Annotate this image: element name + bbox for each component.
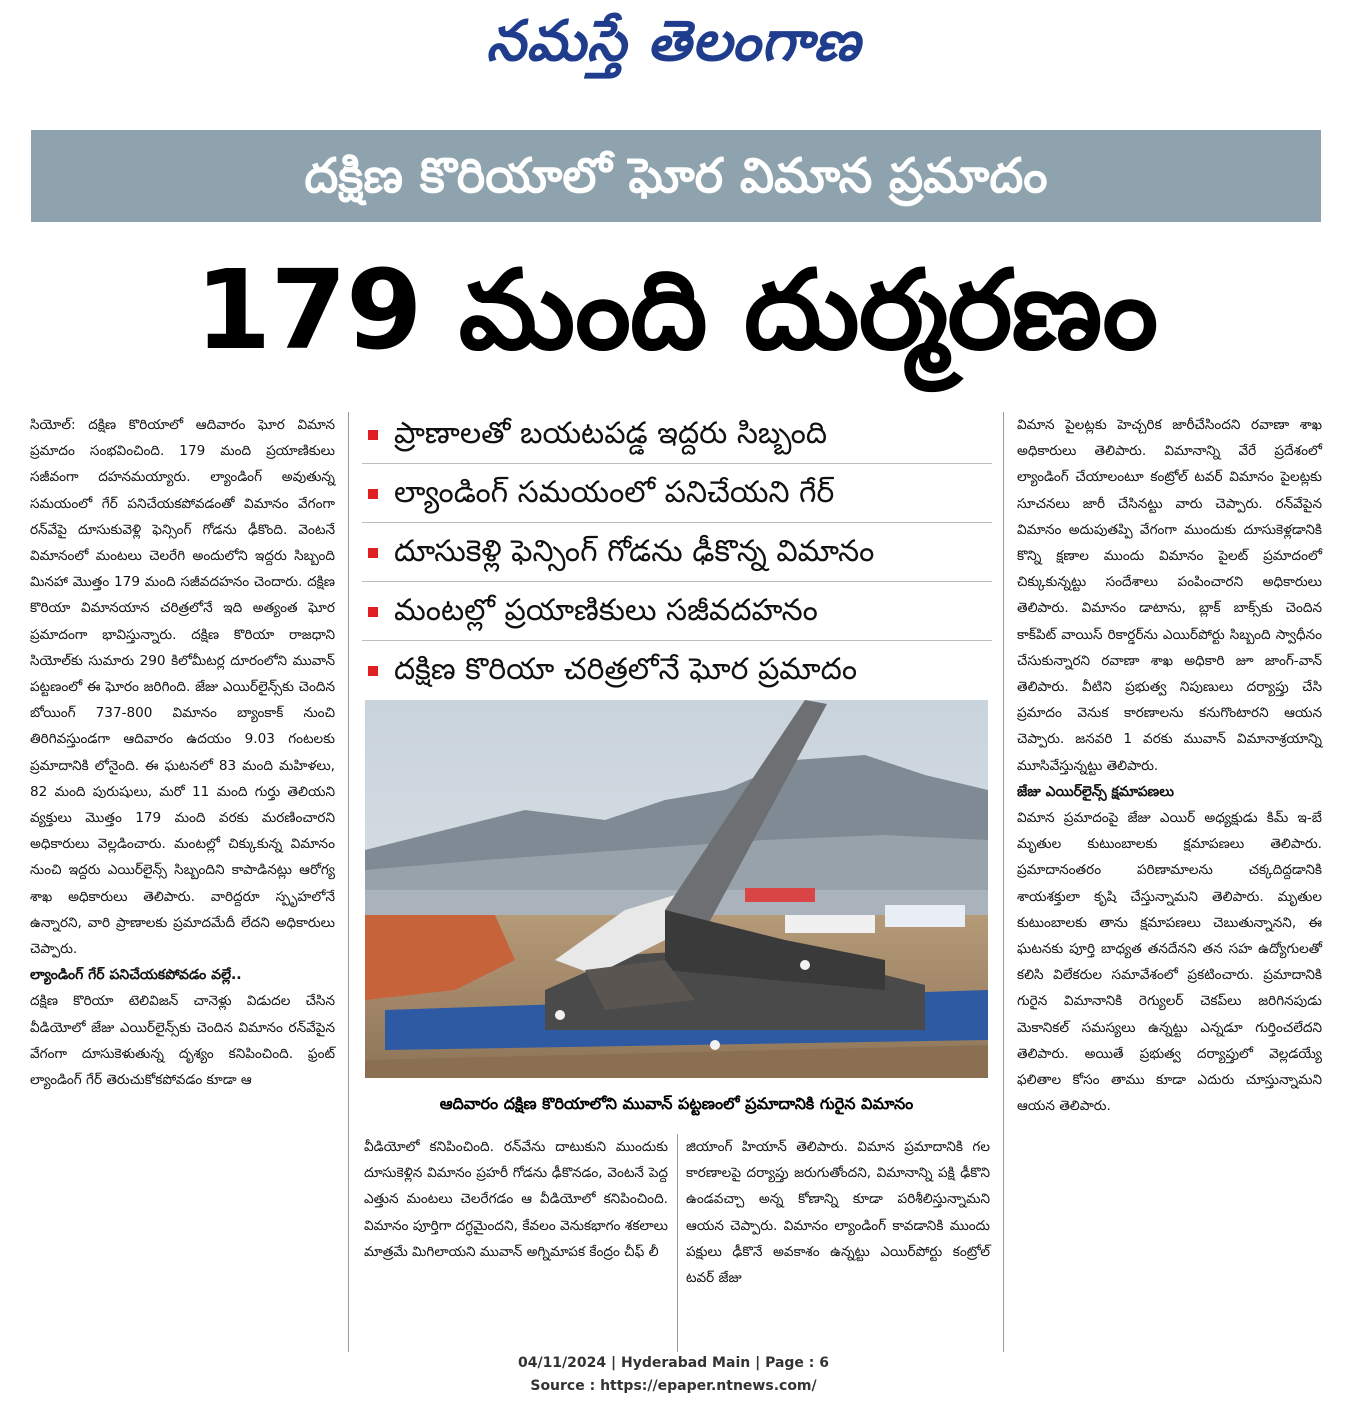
column-divider (1003, 412, 1004, 1352)
highlight-item (362, 405, 992, 464)
middle-article-column-2 (686, 1134, 990, 1291)
left-paragraph-1: సియోల్: దక్షిణ కొరియాలో ఆదివారం ఘోర విమాన ప్రమాదం సంభవించింది. 179 మంది ప్రయాణికులు సజీవంగా దహనమయ్యారు. ల్యాండింగ్ అవుతున్న సమయంలో గేర్ పనిచేయకపోవడంతో విమానం వేగంగా రన్‌వేపై దూసుకువెళ్లి ఫెన్సింగ్ గోడను ఢీకొంది. వెంటనే విమానంలో మంటలు చెలరేగి అందులోని ఇద్దరు సిబ్బంది మినహా మొత్తం 179 మంది సజీవదహనం చెందారు. దక్షిణ కొరియా విమానయాన చరిత్రలోనే ఇది అత్యంత ఘోర ప్రమాదంగా భావిస్తున్నారు. దక్షిణ కొరియా రాజధాని సియోల్‌కు సుమారు 290 కిలోమీటర్ల దూరంలోని మువాన్ పట్టణంలో ఈ ఘోరం జరిగింది. జేజు ఎయిర్‌లైన్స్‌కు చెందిన బోయింగ్ 737-800 విమానం బ్యాంకాక్ నుంచి తిరిగివస్తుండగా ఆదివారం ఉదయం 9.03 గంటలకు ప్రమాదానికి లోనైంది. ఈ ఘటనలో 83 మంది మహిళలు, 82 మంది పురుషులు, మరో 11 మంది గుర్తు తెలియని వ్యక్తులు మొత్తం 179 మంది వరకు మరణించారని అధికారులు వెల్లడించారు. మంటల్లో చిక్కుకున్న విమానం నుంచి ఇద్దరు ఎయిర్‌లైన్స్ సిబ్బందిని కాపాడినట్లు ఆరోగ్య శాఖ అధికారులు తెలిపారు. వారిద్దరూ స్పృహలోనే ఉన్నారని, వారి ప్రాణాలకు ప్రమాదమేదీ లేదని అధికారులు చెప్పారు. (30, 417, 335, 958)
crash-photo (365, 700, 988, 1078)
middle-article-column-1 (364, 1134, 668, 1265)
bullet-square-icon (368, 489, 378, 499)
right-paragraph-2: విమాన ప్రమాదంపై జేజు ఎయిర్ అధ్యక్షుడు కిమ్ ఇ-బే మృతుల కుటుంబాలకు క్షమాపణలు తెలిపారు. ప్రమాదానంతరం పరిణామాలను చక్కదిద్దడానికి శాయశక్తులా కృషి చేస్తున్నామని తెలిపారు. మృతుల కుటుంబాలకు తాను క్షమాపణలు చెబుతున్నానని, ఈ ఘటనకు పూర్తి బాధ్యత తనదేనని తన సహ ఉద్యోగులతో కలిసి విలేకరుల సమావేశంలో ప్రకటించారు. ప్రమాదానికి గురైన విమానానికి రెగ్యులర్ చెకప్‌లు జరిగినపుడు మెకానికల్ సమస్యలు ఉన్నట్టు ఎన్నడూ గుర్తించలేదని తెలిపారు. అయితే ప్రభుత్వ దర్యాప్తులో వెల్లడయ్యే ఫలితాల కోసం తాము కూడా ఎదురు చూస్తున్నామని ఆయన తెలిపారు. (1017, 810, 1322, 1115)
bullet-square-icon (368, 430, 378, 440)
right-article-column (1017, 412, 1322, 1119)
left-paragraph-2: దక్షిణ కొరియా టెలివిజన్ చానెళ్లు విడుదల చేసిన వీడియోలో జేజు ఎయిర్‌లైన్స్‌కు చెందిన విమానం రన్‌వేపైన వేగంగా దూసుకెళుతున్న దృశ్యం కనిపించింది. ఫ్రంట్ ల్యాండింగ్ గేర్ తెరుచుకోకపోవడం కూడా ఆ (30, 993, 335, 1089)
bullet-square-icon (368, 607, 378, 617)
left-article-column (30, 412, 335, 1093)
footer-source-link[interactable]: Source : https://epaper.ntnews.com/ (530, 1378, 817, 1394)
highlights-list (362, 405, 992, 699)
highlight-text: ల్యాండింగ్ సమయంలో పనిచేయని గేర్ (394, 475, 835, 510)
column-divider (677, 1134, 678, 1352)
highlight-item (362, 582, 992, 641)
highlight-text: దక్షిణ కొరియా చరిత్రలోనే ఘోర ప్రమాదం (394, 652, 858, 687)
highlight-text: దూసుకెళ్లి ఫెన్సింగ్ గోడను ఢీకొన్న విమానం (394, 534, 875, 569)
middle-paragraph-1: వీడియోలో కనిపించింది. రన్‌వేను దాటుకుని ముందుకు దూసుకెళ్లిన విమానం ప్రహరీ గోడను ఢీకొనడం, వెంటనే పెద్ద ఎత్తున మంటలు చెలరేగడం ఆ వీడియోలో కనిపించింది. విమానం పూర్తిగా దగ్ధమైందని, కేవలం వెనుకభాగం శకలాలు మాత్రమే మిగిలాయని మువాన్ అగ్నిమాపక కేంద్రం చీఫ్ లీ (364, 1139, 668, 1260)
masthead-logo: నమస్తే తెలంగాణ (486, 8, 861, 74)
main-headline: 179 మంది దుర్మరణం (194, 246, 1158, 374)
middle-paragraph-2: జియాంగ్ హియాన్ తెలిపారు. విమాన ప్రమాదానికి గల కారణాలపై దర్యాప్తు జరుగుతోందని, విమానాన్ని పక్షి ఢీకొని ఉండవచ్చా అన్న కోణాన్ని కూడా పరిశీలిస్తున్నామని ఆయన చెప్పారు. విమానం ల్యాండింగ్ కావడానికి ముందు పక్షులు ఢీకొనే అవకాశం ఉన్నట్టు ఎయిర్‌పోర్టు కంట్రోల్ టవర్ జేజు (686, 1139, 990, 1287)
highlight-item (362, 523, 992, 582)
photo-caption: ఆదివారం దక్షిణ కొరియాలోని మువాన్ పట్టణంలో ప్రమాదానికి గురైన విమానం (365, 1086, 988, 1122)
highlight-text: ప్రాణాలతో బయటపడ్డ ఇద్దరు సిబ్బంది (394, 416, 828, 451)
bullet-square-icon (368, 548, 378, 558)
left-subheading: ల్యాండింగ్ గేర్ పనిచేయకపోవడం వల్లే.. (30, 967, 242, 984)
highlight-item (362, 464, 992, 523)
highlight-text: మంటల్లో ప్రయాణికులు సజీవదహనం (394, 593, 818, 628)
right-paragraph-1: విమాన పైలట్లకు హెచ్చరిక జారీచేసిందని రవాణా శాఖ అధికారులు తెలిపారు. విమానాన్ని వేరే ప్రదేశంలో ల్యాండింగ్ చేయాలంటూ కంట్రోల్ టవర్ విమానం పైలట్లకు సూచనలు జారీ చేసినట్టు వారు చెప్పారు. రన్‌వేపైన విమానం అదుపుతప్పి వేగంగా ముందుకు దూసుకెళ్లడానికి కొన్ని క్షణాల ముందు విమానం పైలట్ ప్రమాదంలో చిక్కుకున్నట్టు సందేశాలు పంపించారని అధికారులు తెలిపారు. విమానం డాటాను, బ్లాక్ బాక్స్‌కు చెందిన కాక్‌పిట్ వాయిస్ రికార్డర్‌ను ఎయిర్‌పోర్టు సిబ్బంది స్వాధీనం చేసుకున్నారని రవాణా శాఖ అధికారి జూ జాంగ్-వాన్ తెలిపారు. వీటిని ప్రభుత్వ నిపుణులు దర్యాప్తు చేసి ప్రమాదం వెనుక కారణాలను కనుగొంటారని ఆయన చెప్పారు. జనవరి 1 వరకు మువాన్ విమానాశ్రయాన్ని మూసివేస్తున్నట్టు తెలిపారు. (1017, 417, 1322, 774)
right-subheading: జేజు ఎయిర్‌లైన్స్ క్షమాపణలు (1017, 783, 1175, 800)
footer-date-edition: 04/11/2024 | Hyderabad Main | Page : 6 (517, 1355, 830, 1371)
kicker-banner: దక్షిణ కొరియాలో ఘోర విమాన ప్రమాదం (31, 130, 1321, 222)
bullet-square-icon (368, 666, 378, 676)
column-divider (348, 412, 349, 1352)
highlight-item (362, 641, 992, 699)
